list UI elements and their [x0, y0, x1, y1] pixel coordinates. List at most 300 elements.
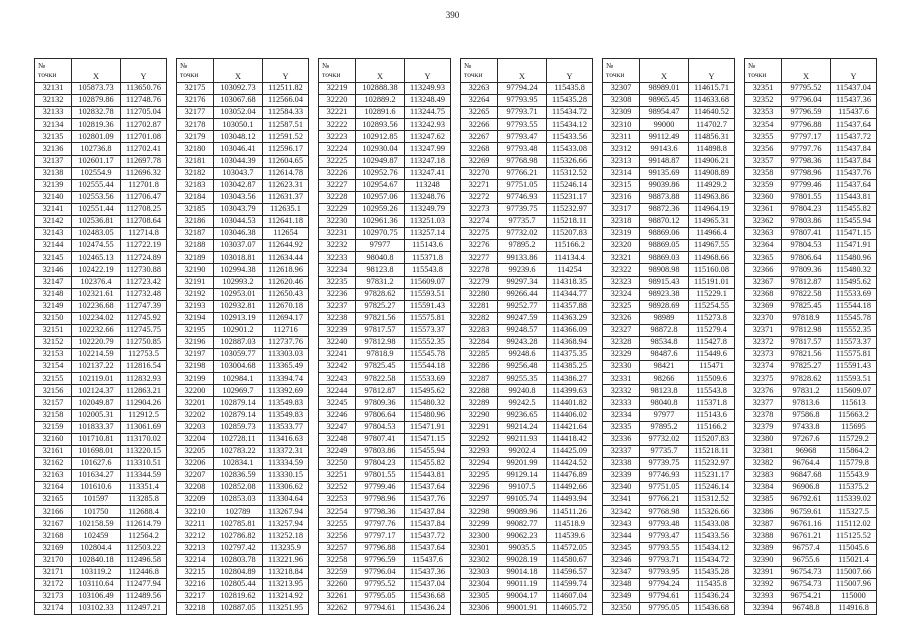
y-coordinate-cell: 112722.19 — [121, 240, 167, 252]
point-number-cell: 32163 — [35, 470, 72, 482]
point-number-cell: 32318 — [603, 216, 640, 228]
table-row — [177, 312, 309, 324]
table-row — [177, 131, 309, 143]
x-coordinate-cell: 102797.42 — [214, 542, 263, 554]
y-coordinate-cell: 115593.51 — [405, 288, 451, 300]
table-row — [603, 494, 735, 506]
point-number-cell: 32300 — [461, 530, 498, 542]
table-row — [461, 107, 593, 119]
point-number-cell: 32377 — [745, 397, 782, 409]
x-coordinate-cell: 98872.8 — [640, 324, 689, 336]
y-coordinate-cell: 114572.05 — [547, 542, 593, 554]
table-row — [461, 203, 593, 215]
table-row — [603, 203, 735, 215]
table-row — [461, 433, 593, 445]
y-coordinate-cell: 115436.24 — [405, 603, 451, 615]
table-row — [745, 445, 877, 457]
table-row — [35, 276, 167, 288]
x-coordinate-cell: 97794.61 — [640, 590, 689, 602]
y-coordinate-cell: 115437.64 — [405, 482, 451, 494]
column-header-point-number — [177, 59, 214, 83]
x-coordinate-cell: 96792.61 — [782, 494, 831, 506]
y-coordinate-cell: 115433.08 — [547, 143, 593, 155]
x-coordinate-cell: 97746.93 — [640, 470, 689, 482]
column-header-point-word: точки — [748, 70, 767, 79]
x-coordinate-cell: 97793.71 — [498, 107, 547, 119]
x-coordinate-cell: 102483.05 — [72, 228, 121, 240]
table-row — [35, 482, 167, 494]
y-coordinate-cell: 115437.36 — [831, 95, 877, 107]
table-row — [177, 518, 309, 530]
y-coordinate-cell: 115437.84 — [831, 155, 877, 167]
point-number-cell: 32277 — [461, 252, 498, 264]
x-coordinate-cell: 97794.61 — [356, 603, 405, 615]
table-row — [177, 445, 309, 457]
point-number-cell: 32272 — [461, 191, 498, 203]
y-coordinate-cell: 115246.14 — [689, 482, 735, 494]
point-number-cell: 32304 — [461, 578, 498, 590]
y-coordinate-cell: 114964.19 — [689, 203, 735, 215]
y-coordinate-cell: 112591.52 — [263, 131, 309, 143]
point-number-cell: 32190 — [177, 264, 214, 276]
x-coordinate-cell: 102932.81 — [214, 300, 263, 312]
x-coordinate-cell: 97797.17 — [356, 530, 405, 542]
point-number-cell: 32315 — [603, 179, 640, 191]
y-coordinate-cell: 115471.91 — [405, 421, 451, 433]
x-coordinate-cell: 99028.19 — [498, 554, 547, 566]
x-coordinate-cell: 101710.81 — [72, 433, 121, 445]
y-coordinate-cell: 114856.31 — [689, 131, 735, 143]
point-number-cell: 32313 — [603, 155, 640, 167]
point-number-cell: 32259 — [319, 566, 356, 578]
x-coordinate-cell: 102553.56 — [72, 191, 121, 203]
table-row — [177, 373, 309, 385]
x-coordinate-cell: 97732.02 — [640, 433, 689, 445]
point-number-cell: 32195 — [177, 324, 214, 336]
x-coordinate-cell: 97895.2 — [640, 421, 689, 433]
table-row — [319, 324, 451, 336]
y-coordinate-cell: 113249.79 — [405, 203, 451, 215]
table-row — [461, 167, 593, 179]
table-row — [177, 578, 309, 590]
table-row — [35, 107, 167, 119]
x-coordinate-cell: 102889.2 — [356, 95, 405, 107]
x-coordinate-cell: 99248.6 — [498, 349, 547, 361]
x-coordinate-cell: 97821.56 — [782, 349, 831, 361]
point-number-cell: 32230 — [319, 216, 356, 228]
x-coordinate-cell: 97795.52 — [356, 578, 405, 590]
point-number-cell: 32341 — [603, 494, 640, 506]
table-row — [461, 590, 593, 602]
point-number-cell: 32171 — [35, 566, 72, 578]
point-number-cell: 32242 — [319, 361, 356, 373]
column-header-point-number — [35, 59, 72, 83]
x-coordinate-cell: 97813.6 — [782, 397, 831, 409]
y-coordinate-cell: 112644.92 — [263, 240, 309, 252]
table-row — [35, 578, 167, 590]
point-number-cell: 32153 — [35, 349, 72, 361]
table-row — [177, 203, 309, 215]
column-header-y: Y — [831, 59, 877, 83]
table-row — [319, 336, 451, 348]
point-number-cell: 32305 — [461, 590, 498, 602]
x-coordinate-cell: 97735.7 — [498, 216, 547, 228]
x-coordinate-cell: 97822.58 — [782, 288, 831, 300]
y-coordinate-cell: 113533.77 — [263, 421, 309, 433]
column-header-y: Y — [547, 59, 593, 83]
coordinates-table-1 — [34, 58, 167, 615]
x-coordinate-cell: 98421 — [640, 361, 689, 373]
x-coordinate-cell: 97803.86 — [782, 216, 831, 228]
x-coordinate-cell: 102236.68 — [72, 300, 121, 312]
x-coordinate-cell: 98965.45 — [640, 95, 689, 107]
x-coordinate-cell: 97828.62 — [782, 373, 831, 385]
table-row — [745, 482, 877, 494]
table-row — [177, 457, 309, 469]
point-number-cell: 32162 — [35, 457, 72, 469]
point-number-cell: 32357 — [745, 155, 782, 167]
point-number-cell: 32364 — [745, 240, 782, 252]
point-number-cell: 32328 — [603, 336, 640, 348]
table-row — [177, 470, 309, 482]
y-coordinate-cell: 115437.64 — [831, 179, 877, 191]
y-coordinate-cell: 115437.72 — [831, 131, 877, 143]
table-row — [35, 470, 167, 482]
x-coordinate-cell: 98123.8 — [640, 385, 689, 397]
point-number-cell: 32309 — [603, 107, 640, 119]
x-coordinate-cell: 97807.41 — [782, 228, 831, 240]
point-number-cell: 32157 — [35, 397, 72, 409]
x-coordinate-cell: 102801.09 — [72, 131, 121, 143]
x-coordinate-cell: 97822.58 — [356, 373, 405, 385]
y-coordinate-cell: 113392.69 — [263, 385, 309, 397]
point-number-cell: 32295 — [461, 470, 498, 482]
x-coordinate-cell: 99082.77 — [498, 518, 547, 530]
point-number-cell: 32238 — [319, 312, 356, 324]
x-coordinate-cell: 97795.05 — [356, 590, 405, 602]
table-row — [319, 433, 451, 445]
y-coordinate-cell: 115437.04 — [405, 578, 451, 590]
point-number-cell: 32217 — [177, 590, 214, 602]
x-coordinate-cell: 97797.17 — [782, 131, 831, 143]
point-number-cell: 32284 — [461, 336, 498, 348]
point-number-cell: 32323 — [603, 276, 640, 288]
point-number-cell: 32141 — [35, 203, 72, 215]
table-row — [745, 312, 877, 324]
point-number-cell: 32263 — [461, 83, 498, 95]
table-row — [745, 409, 877, 421]
x-coordinate-cell: 102887.03 — [214, 336, 263, 348]
y-coordinate-cell: 112705.04 — [121, 107, 167, 119]
y-coordinate-cell: 115007.66 — [831, 566, 877, 578]
x-coordinate-cell: 99133.86 — [498, 252, 547, 264]
table-row — [177, 542, 309, 554]
point-number-cell: 32386 — [745, 506, 782, 518]
y-coordinate-cell: 115437.84 — [405, 506, 451, 518]
y-coordinate-cell: 112584.33 — [263, 107, 309, 119]
column-header-y: Y — [121, 59, 167, 83]
y-coordinate-cell: 114511.26 — [547, 506, 593, 518]
x-coordinate-cell: 97801.55 — [356, 470, 405, 482]
table-row — [177, 240, 309, 252]
y-coordinate-cell: 115435.8 — [689, 578, 735, 590]
point-number-cell: 32186 — [177, 216, 214, 228]
table-row — [319, 530, 451, 542]
y-coordinate-cell: 114966.4 — [689, 228, 735, 240]
point-number-cell: 32185 — [177, 203, 214, 215]
y-coordinate-cell: 114968.66 — [689, 252, 735, 264]
y-coordinate-cell: 113304.64 — [263, 494, 309, 506]
x-coordinate-cell: 102551.44 — [72, 203, 121, 215]
point-number-cell: 32142 — [35, 216, 72, 228]
table-row — [177, 119, 309, 131]
point-number-cell: 32282 — [461, 312, 498, 324]
column-header-number-sign: № — [464, 61, 472, 70]
x-coordinate-cell: 99107.5 — [498, 482, 547, 494]
table-row — [461, 566, 593, 578]
y-coordinate-cell: 115593.51 — [831, 373, 877, 385]
point-number-cell: 32362 — [745, 216, 782, 228]
point-number-cell: 32220 — [319, 95, 356, 107]
table-row — [177, 409, 309, 421]
point-number-cell: 32192 — [177, 288, 214, 300]
table-row — [35, 83, 167, 95]
point-number-cell: 32244 — [319, 385, 356, 397]
point-number-cell: 32370 — [745, 312, 782, 324]
table-row — [319, 457, 451, 469]
x-coordinate-cell: 103102.33 — [72, 603, 121, 615]
y-coordinate-cell: 112564.2 — [121, 530, 167, 542]
y-coordinate-cell: 114916.8 — [831, 603, 877, 615]
x-coordinate-cell: 102891.6 — [356, 107, 405, 119]
point-number-cell: 32290 — [461, 409, 498, 421]
table-row — [745, 566, 877, 578]
table-row — [461, 252, 593, 264]
x-coordinate-cell: 102321.61 — [72, 288, 121, 300]
y-coordinate-cell: 115480.96 — [831, 252, 877, 264]
x-coordinate-cell: 102953.01 — [214, 288, 263, 300]
x-coordinate-cell: 97766.21 — [498, 167, 547, 179]
table-row — [319, 191, 451, 203]
table-row — [35, 167, 167, 179]
x-coordinate-cell: 102887.05 — [214, 603, 263, 615]
y-coordinate-cell: 113344.59 — [121, 470, 167, 482]
x-coordinate-cell: 96764.4 — [782, 457, 831, 469]
y-coordinate-cell: 115455.82 — [831, 203, 877, 215]
table-row — [745, 228, 877, 240]
table-row — [745, 373, 877, 385]
point-number-cell: 32206 — [177, 457, 214, 469]
point-number-cell: 32307 — [603, 83, 640, 95]
x-coordinate-cell: 97797.76 — [356, 518, 405, 530]
y-coordinate-cell: 114640.52 — [689, 107, 735, 119]
x-coordinate-cell: 99247.59 — [498, 312, 547, 324]
y-coordinate-cell: 115437.6 — [405, 554, 451, 566]
point-number-cell: 32288 — [461, 385, 498, 397]
table-row — [319, 566, 451, 578]
x-coordinate-cell: 103037.07 — [214, 240, 263, 252]
x-coordinate-cell: 97793.71 — [640, 554, 689, 566]
y-coordinate-cell: 113249.93 — [405, 83, 451, 95]
y-coordinate-cell: 115443.81 — [831, 191, 877, 203]
x-coordinate-cell: 102957.06 — [356, 191, 405, 203]
point-number-cell: 32337 — [603, 445, 640, 457]
y-coordinate-cell: 112489.56 — [121, 590, 167, 602]
x-coordinate-cell: 103018.81 — [214, 252, 263, 264]
table-row — [603, 361, 735, 373]
point-number-cell: 32158 — [35, 409, 72, 421]
y-coordinate-cell: 112714.8 — [121, 228, 167, 240]
table-row — [745, 603, 877, 615]
x-coordinate-cell: 97795.05 — [640, 603, 689, 615]
point-number-cell: 32375 — [745, 373, 782, 385]
y-coordinate-cell: 115427.8 — [689, 336, 735, 348]
point-number-cell: 32225 — [319, 155, 356, 167]
point-number-cell: 32267 — [461, 131, 498, 143]
x-coordinate-cell: 99243.28 — [498, 336, 547, 348]
column-header-x: X — [782, 59, 831, 83]
table-row — [35, 590, 167, 602]
table-row — [603, 518, 735, 530]
point-number-cell: 32160 — [35, 433, 72, 445]
y-coordinate-cell: 115254.55 — [689, 300, 735, 312]
y-coordinate-cell: 115231.17 — [689, 470, 735, 482]
x-coordinate-cell: 102804.4 — [72, 542, 121, 554]
y-coordinate-cell: 115613 — [831, 397, 877, 409]
point-number-cell: 32387 — [745, 518, 782, 530]
y-coordinate-cell: 114375.35 — [547, 349, 593, 361]
table-row — [603, 143, 735, 155]
table-row — [177, 324, 309, 336]
table-row — [35, 119, 167, 131]
point-number-cell: 32274 — [461, 216, 498, 228]
table-row — [319, 119, 451, 131]
y-coordinate-cell: 113247.41 — [405, 167, 451, 179]
x-coordinate-cell: 97895.2 — [498, 240, 547, 252]
point-number-cell: 32136 — [35, 143, 72, 155]
point-number-cell: 32393 — [745, 590, 782, 602]
table-row — [461, 288, 593, 300]
table-row — [745, 349, 877, 361]
x-coordinate-cell: 97433.8 — [782, 421, 831, 433]
point-number-cell: 32390 — [745, 554, 782, 566]
point-number-cell: 32203 — [177, 421, 214, 433]
table-row — [319, 506, 451, 518]
table-row — [603, 252, 735, 264]
y-coordinate-cell: 112604.65 — [263, 155, 309, 167]
y-coordinate-cell: 114421.64 — [547, 421, 593, 433]
table-row — [35, 554, 167, 566]
point-number-cell: 32319 — [603, 228, 640, 240]
point-number-cell: 32340 — [603, 482, 640, 494]
x-coordinate-cell: 97818.9 — [782, 312, 831, 324]
y-coordinate-cell: 112723.42 — [121, 276, 167, 288]
point-number-cell: 32156 — [35, 385, 72, 397]
y-coordinate-cell: 112863.21 — [121, 385, 167, 397]
y-coordinate-cell: 115663.2 — [831, 409, 877, 421]
y-coordinate-cell: 113306.62 — [263, 482, 309, 494]
x-coordinate-cell: 97746.93 — [498, 191, 547, 203]
y-coordinate-cell: 115436.68 — [689, 603, 735, 615]
point-number-cell: 32389 — [745, 542, 782, 554]
column-header-point-word: точки — [38, 70, 57, 79]
y-coordinate-cell: 115312.52 — [689, 494, 735, 506]
y-coordinate-cell: 114424.52 — [547, 457, 593, 469]
point-number-cell: 32148 — [35, 288, 72, 300]
x-coordinate-cell: 96968 — [782, 445, 831, 457]
table-row — [177, 155, 309, 167]
table-row — [461, 349, 593, 361]
point-number-cell: 32296 — [461, 482, 498, 494]
table-row — [461, 228, 593, 240]
table-row — [461, 155, 593, 167]
y-coordinate-cell: 115695 — [831, 421, 877, 433]
table-row — [319, 288, 451, 300]
x-coordinate-cell: 97803.86 — [356, 445, 405, 457]
table-row — [745, 361, 877, 373]
x-coordinate-cell: 96748.8 — [782, 603, 831, 615]
point-number-cell: 32209 — [177, 494, 214, 506]
y-coordinate-cell: 115437.84 — [405, 518, 451, 530]
table-row — [177, 397, 309, 409]
x-coordinate-cell: 102803.78 — [214, 554, 263, 566]
x-coordinate-cell: 102220.79 — [72, 336, 121, 348]
table-row — [745, 506, 877, 518]
table-row — [35, 324, 167, 336]
y-coordinate-cell: 113365.49 — [263, 361, 309, 373]
y-coordinate-cell: 115327.5 — [831, 506, 877, 518]
y-coordinate-cell: 113214.92 — [263, 590, 309, 602]
point-number-cell: 32164 — [35, 482, 72, 494]
table-row — [603, 433, 735, 445]
table-row — [745, 264, 877, 276]
point-number-cell: 32208 — [177, 482, 214, 494]
point-number-cell: 32342 — [603, 506, 640, 518]
table-row — [745, 530, 877, 542]
table-row — [319, 276, 451, 288]
column-header-number-sign: № — [748, 61, 756, 70]
x-coordinate-cell: 101750 — [72, 506, 121, 518]
table-row — [319, 470, 451, 482]
y-coordinate-cell: 114967.55 — [689, 240, 735, 252]
x-coordinate-cell: 102852.08 — [214, 482, 263, 494]
y-coordinate-cell: 115437.64 — [831, 119, 877, 131]
table-row — [319, 603, 451, 615]
x-coordinate-cell: 97798.36 — [782, 155, 831, 167]
point-number-cell: 32330 — [603, 361, 640, 373]
table-row — [603, 482, 735, 494]
y-coordinate-cell: 114615.71 — [689, 83, 735, 95]
table-row — [35, 240, 167, 252]
table-row — [745, 179, 877, 191]
y-coordinate-cell: 112623.31 — [263, 179, 309, 191]
x-coordinate-cell: 96754.73 — [782, 578, 831, 590]
y-coordinate-cell: 114418.42 — [547, 433, 593, 445]
coordinates-table-3 — [318, 58, 451, 615]
y-coordinate-cell: 115480.32 — [831, 264, 877, 276]
table-row — [319, 95, 451, 107]
x-coordinate-cell: 103110.64 — [72, 578, 121, 590]
coordinates-table-6 — [744, 58, 877, 615]
x-coordinate-cell: 97794.24 — [640, 578, 689, 590]
table-row — [603, 83, 735, 95]
y-coordinate-cell: 115495.62 — [405, 385, 451, 397]
point-number-cell: 32379 — [745, 421, 782, 433]
table-row — [177, 349, 309, 361]
point-number-cell: 32135 — [35, 131, 72, 143]
y-coordinate-cell: 112654 — [263, 228, 309, 240]
y-coordinate-cell: 112912.5 — [121, 409, 167, 421]
